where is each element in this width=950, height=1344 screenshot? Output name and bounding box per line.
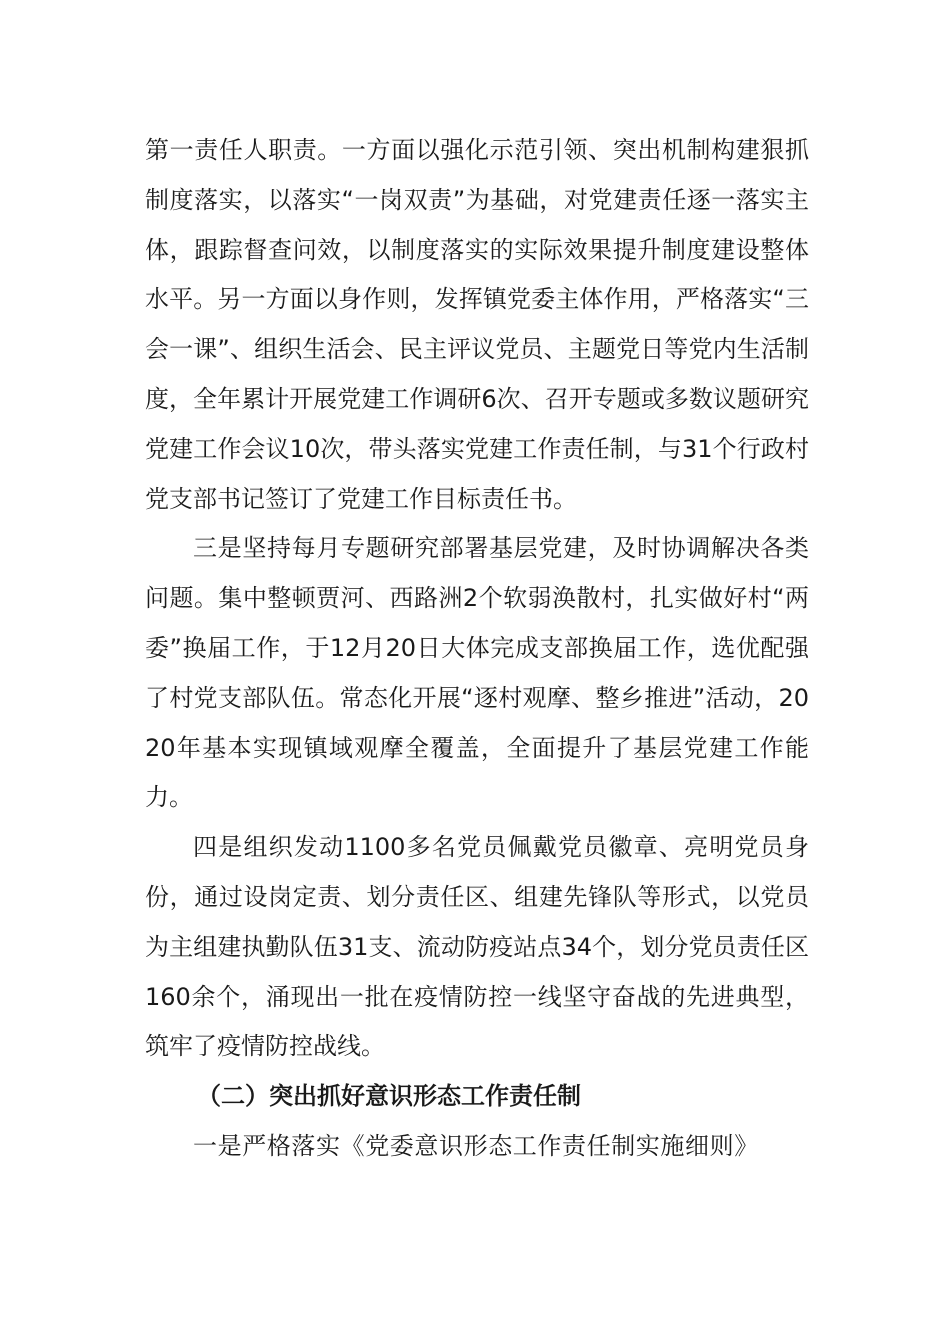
document-body xyxy=(145,126,809,1172)
paragraph-2: 三是坚持每月专题研究部署基层党建，及时协调解决各类问题。集中整顿贾河、西路洲2个软弱涣散村，扎实做好村“两委”换届工作，于12月20日大体完成支部换届工作，选优配强了村党支部队伍。常态化开展“逐村观摩、整乡推进”活动，2020年基本实现镇域观摩全覆盖，全面提升了基层党建工作能力。 xyxy=(145,534,809,812)
paragraph-3: 四是组织发动1100多名党员佩戴党员徽章、亮明党员身份，通过设岗定责、划分责任区、组建先锋队等形式，以党员为主组建执勤队伍31支、流动防疫站点34个，划分党员责任区160余个，涌现出一批在疫情防控一线坚守奋战的先进典型，筑牢了疫情防控战线。 xyxy=(145,833,809,1061)
section-heading: （二）突出抓好意识形态工作责任制 xyxy=(197,1082,581,1111)
paragraph-4: 一是严格落实《党委意识形态工作责任制实施细则》 xyxy=(193,1131,759,1160)
paragraph-1: 第一责任人职责。一方面以强化示范引领、突出机制构建狠抓制度落实，以落实“一岗双责”为基础，对党建责任逐一落实主体，跟踪督查问效，以制度落实的实际效果提升制度建设整体水平。另一方面以身作则，发挥镇党委主体作用，严格落实“三会一课”、组织生活会、民主评议党员、主题党日等党内生活制度，全年累计开展党建工作调研6次、召开专题或多数议题研究党建工作会议10次，带头落实党建工作责任制，与31个行政村党支部书记签订了党建工作目标责任书。 xyxy=(145,136,809,513)
